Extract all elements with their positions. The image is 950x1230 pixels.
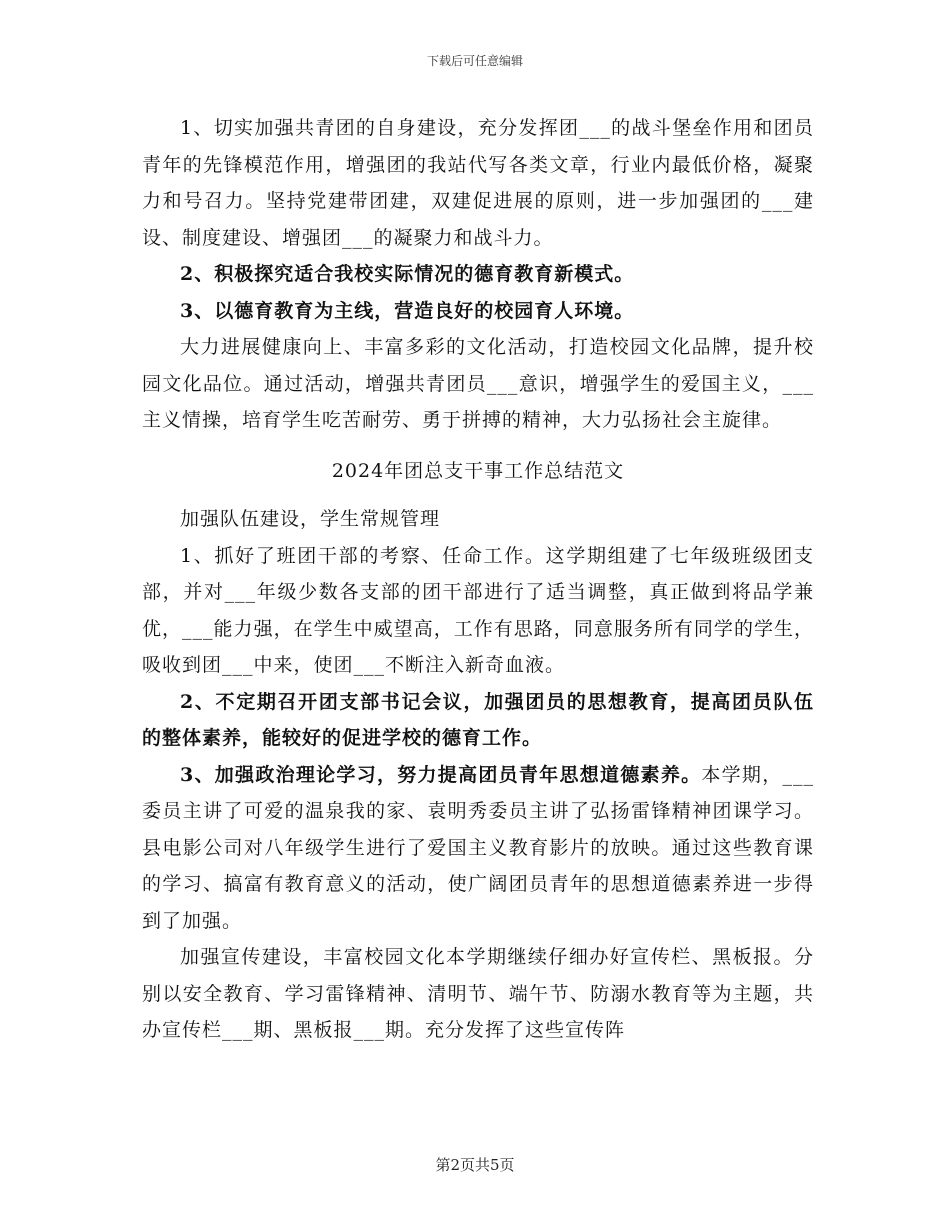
section-paragraph-2: 1、抓好了班团干部的考察、任命工作。这学期组建了七年级班级团支部，并对___年级少数各支部的团干部进行了适当调整，真正做到将品学兼优，___能力强，在学生中威望高，工作有思路，同意服务所有同学的学生，吸收到团___中来，使团___不断注入新奇血液。	[142, 544, 814, 676]
page-header-note: 下载后可任意编辑	[426, 54, 523, 68]
document-body	[142, 110, 814, 1049]
section-paragraph-3-bold: 2、不定期召开团支部书记会议，加强团员的思想教育，提高团员队伍的整体素养，能较好的促进学校的德育工作。	[142, 690, 814, 749]
paragraph-1: 1、切实加强共青团的自身建设，充分发挥团___的战斗堡垒作用和团员青年的先锋模范作用，增强团的我站代写各类文章，行业内最低价格，凝聚力和号召力。坚持党建带团建，双建促进展的原则，进一步加强团的___建设、制度建设、增强团___的凝聚力和战斗力。	[142, 117, 814, 249]
section-paragraph-4-rest: 本学期，___委员主讲了可爱的温泉我的家、袁明秀委员主讲了弘扬雷锋精神团课学习。县电影公司对八年级学生进行了爱国主义教育影片的放映。通过这些教育课的学习、搞富有教育意义的活动，使广阔团员青年的思想道德素养进一步得到了加强。	[142, 763, 814, 932]
section-paragraph-5: 加强宣传建设，丰富校园文化本学期继续仔细办好宣传栏、黑板报。分别以安全教育、学习雷锋精神、清明节、端午节、防溺水教育等为主题，共办宣传栏___期、黑板报___期。充分发挥了这些宣传阵	[142, 946, 814, 1041]
section-title: 2024年团总支干事工作总结范文	[331, 459, 625, 482]
section-paragraph-4-bold-lead: 3、加强政治理论学习，努力提高团员青年思想道德素养。	[180, 763, 702, 786]
paragraph-2-bold: 2、积极探究适合我校实际情况的德育教育新模式。	[180, 263, 635, 285]
page-footer-number: 第2页共5页	[435, 1156, 515, 1174]
section-paragraph-4	[142, 757, 814, 940]
paragraph-3-bold: 3、以德育教育为主线，营造良好的校园育人环境。	[180, 299, 635, 322]
paragraph-4: 大力进展健康向上、丰富多彩的文化活动，打造校园文化品牌，提升校园文化品位。通过活动，增强共青团员___意识，增强学生的爱国主义，___主义情操，培育学生吃苦耐劳、勇于拼搏的精神，大力弘扬社会主旋律。	[142, 336, 814, 431]
section-paragraph-1: 加强队伍建设，学生常规管理	[180, 508, 441, 530]
